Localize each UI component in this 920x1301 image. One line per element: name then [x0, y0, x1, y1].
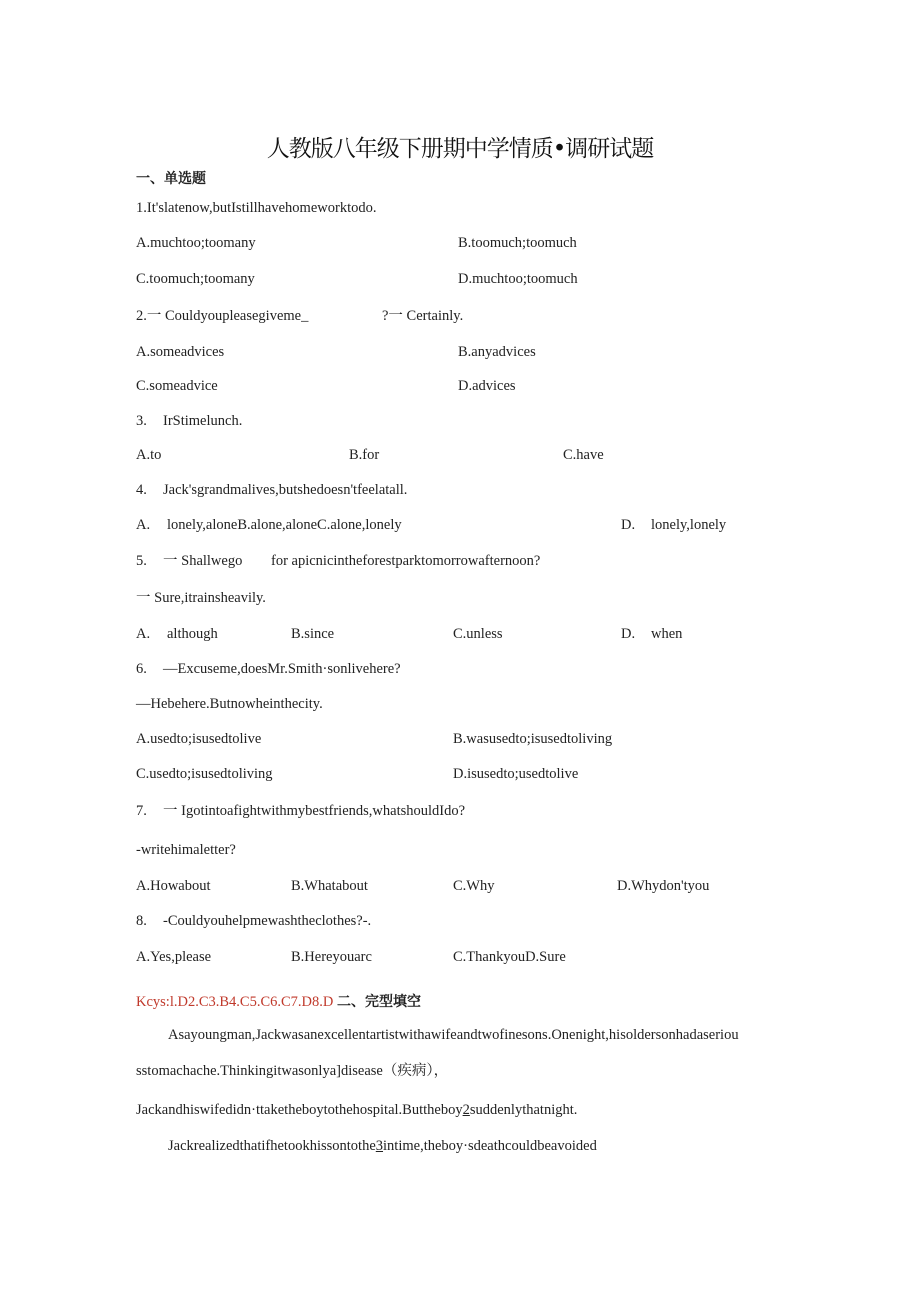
q2-option-d: D.advices	[458, 378, 516, 394]
passage-line-4	[168, 1137, 597, 1155]
question-3-number: 3.	[136, 413, 147, 429]
q2-option-c: C.someadvice	[136, 378, 218, 394]
question-5-reply: 一 Sure,itrainsheavily.	[136, 590, 266, 606]
question-8-number: 8.	[136, 913, 147, 929]
question-7-reply: -writehimaletter?	[136, 842, 236, 858]
passage-text: intime,theboy·sdeathcouldbeavoided	[383, 1138, 597, 1154]
q3-option-b: B.for	[349, 447, 380, 463]
section-heading-cloze: 二、完型填空	[337, 994, 422, 1010]
question-4-number: 4.	[136, 482, 147, 498]
passage-text: Jackandhiswifedidn·ttaketheboytothehospital.Buttheboy	[136, 1102, 463, 1118]
q3-option-c: C.have	[563, 447, 604, 463]
question-5-stem-cont: for apicnicintheforestparktomorrowafternoon?	[271, 553, 541, 569]
q2-option-b: B.anyadvices	[458, 344, 536, 360]
question-5-number: 5.	[136, 553, 147, 569]
answer-keys-line	[136, 993, 421, 1011]
question-1-stem: 1.It'slatenow,butIstillhavehomeworktodo.	[136, 200, 377, 216]
q5-option-b: B.since	[291, 626, 335, 642]
question-7-number: 7.	[136, 803, 147, 819]
passage-text: suddenlythatnight.	[469, 1102, 578, 1118]
q6-option-c: C.usedto;isusedtoliving	[136, 766, 273, 782]
q4-option-d: lonely,lonely	[651, 517, 727, 533]
q5-option-d: when	[651, 626, 683, 642]
passage-line-1: Asayoungman,Jackwasanexcellentartistwithawifeandtwofinesons.Onenight,hisoldersonhadaseriou	[168, 1027, 739, 1043]
blank-3: 3	[375, 1138, 384, 1154]
passage-line-3	[136, 1101, 577, 1119]
q5-option-a-label: A.	[136, 626, 151, 642]
question-2-stem: 2.一 Couldyoupleasegiveme_	[136, 308, 309, 324]
question-8-stem: -Couldyouhelpmewashtheclothes?-.	[163, 913, 372, 929]
q4-option-d-label: D.	[621, 517, 636, 533]
q3-option-a: A.to	[136, 447, 162, 463]
q8-options-cd: C.ThankyouD.Sure	[453, 949, 566, 965]
question-6-stem: —Excuseme,doesMr.Smith·sonlivehere?	[163, 661, 401, 677]
q7-option-b: B.Whatabout	[291, 878, 368, 894]
question-4-stem: Jack'sgrandmalives,butshedoesn'tfeelatall.	[163, 482, 408, 498]
q5-option-d-label: D.	[621, 626, 636, 642]
q6-option-a: A.usedto;isusedtolive	[136, 731, 262, 747]
q1-option-a: A.muchtoo;toomany	[136, 235, 256, 251]
q1-option-d: D.muchtoo;toomuch	[458, 271, 578, 287]
passage-line-2: sstomachache.Thinkingitwasonlya]disease（疾病），	[136, 1063, 449, 1079]
question-5-stem: 一 Shallwego	[163, 553, 243, 569]
q6-option-b: B.wasusedto;isusedtoliving	[453, 731, 613, 747]
q2-option-a: A.someadvices	[136, 344, 225, 360]
answer-keys: Kcys:l.D2.C3.B4.C5.C6.C7.D8.D	[136, 994, 334, 1010]
question-6-reply: —Hebehere.Butnowheinthecity.	[136, 696, 323, 712]
blank-2: 2	[462, 1102, 470, 1118]
q1-option-c: C.toomuch;toomany	[136, 271, 255, 287]
q7-option-c: C.Why	[453, 878, 495, 894]
passage-text: Jackrealizedthatifhetookhissontothe	[168, 1138, 376, 1154]
q5-option-c: C.unless	[453, 626, 503, 642]
q7-option-d: D.Whydon'tyou	[617, 878, 710, 894]
q5-option-a: although	[167, 626, 218, 642]
document-title: 人教版八年级下册期中学情质•调研试题	[266, 136, 654, 162]
q4-option-a-label: A.	[136, 517, 151, 533]
q6-option-d: D.isusedto;usedtolive	[453, 766, 579, 782]
q8-option-a: A.Yes,please	[136, 949, 212, 965]
q4-options-abc: lonely,aloneB.alone,aloneC.alone,lonely	[167, 517, 402, 533]
q8-option-b: B.Hereyouarc	[291, 949, 372, 965]
section-heading-single-choice: 一、单选题	[136, 171, 206, 187]
question-3-stem: IrStimelunch.	[163, 413, 243, 429]
question-6-number: 6.	[136, 661, 147, 677]
q7-option-a: A.Howabout	[136, 878, 211, 894]
question-7-stem: 一 Igotintoafightwithmybestfriends,whatshouldIdo?	[163, 803, 466, 819]
q1-option-b: B.toomuch;toomuch	[458, 235, 577, 251]
question-2-reply: ?一 Certainly.	[382, 308, 464, 324]
